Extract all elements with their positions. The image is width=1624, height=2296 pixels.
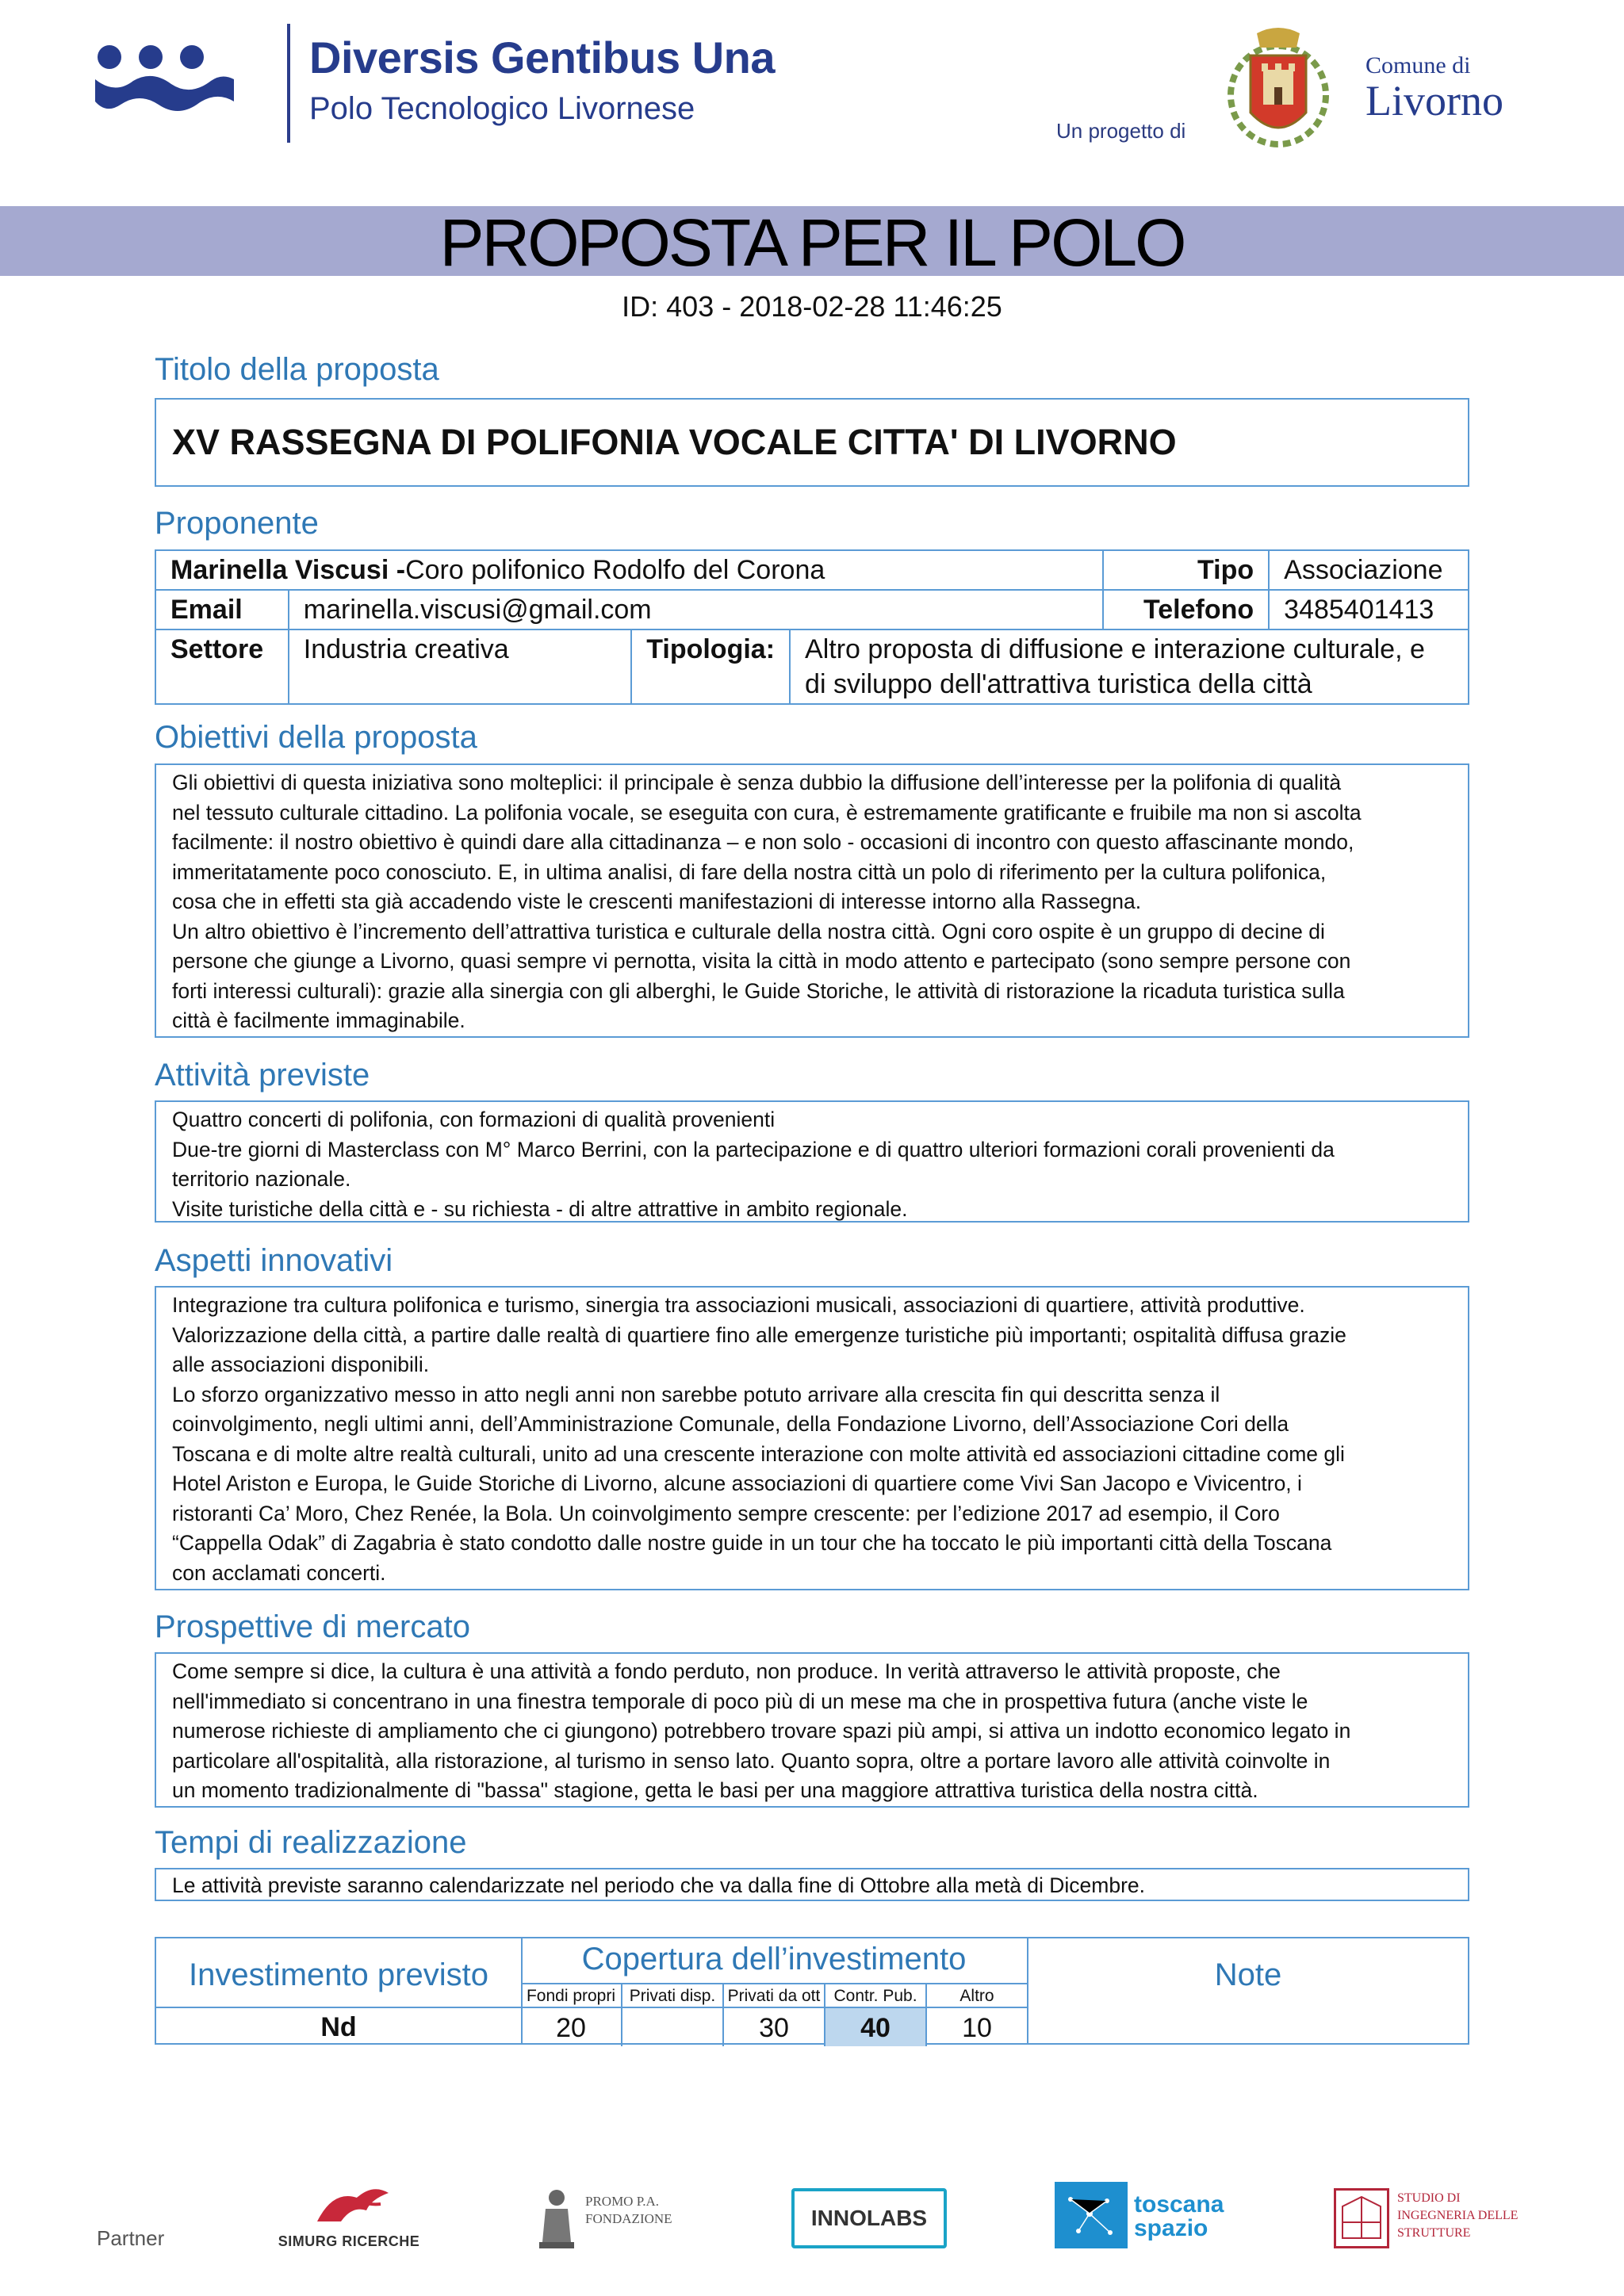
dgu-logo-mark (95, 40, 234, 127)
tipo-label: Tipo (1103, 550, 1269, 590)
simurg-bird-icon (270, 2182, 428, 2229)
copertura-cell (521, 1937, 1028, 2045)
prospettive-box (155, 1652, 1469, 1808)
partner-label: Partner (97, 2226, 165, 2250)
proponente-name-cell (155, 550, 1103, 590)
settore-value: Industria creativa (289, 629, 631, 704)
section-aspetti: Aspetti innovativi (155, 1243, 393, 1278)
logo-title: Diversis Gentibus Una (309, 33, 776, 82)
privati-disp-value (622, 2007, 724, 2046)
text-line: immeritatamente poco conosciuto. E, in ultima analisi, di fare della nostra città un polo di riferimento per la cultura polifonica, (172, 859, 1327, 884)
proponente-table (155, 549, 1469, 705)
investimento-label: Investimento previsto (189, 1957, 488, 1992)
grid-icon (1336, 2191, 1387, 2246)
section-titolo: Titolo della proposta (155, 352, 439, 387)
text-line: nell'immediato si concentrano in una finestra temporale di poco più di un mese ma che in prospettiva futura (anche viste le (172, 1689, 1308, 1713)
note-cell (1027, 1937, 1469, 2045)
text-line: “Cappella Odak” di Zagabria è stato condotto dalle nostre guide in un tour che ha toccato le più importanti città della Toscana (172, 1531, 1332, 1555)
text-line: facilmente: il nostro obiettivo è quindi dare alla cittadinanza – e non solo - occasioni di incontro con questo affascinante mondo, (172, 830, 1354, 854)
partner-innolabs-logo (791, 2188, 947, 2248)
logo-separator (287, 24, 290, 143)
text-line: alle associazioni disponibili. (172, 1353, 430, 1376)
tipologia-label: Tipologia: (631, 629, 790, 704)
privati-da-ott-value: 30 (724, 2007, 825, 2046)
text-line: Hotel Ariston e Europa, le Guide Storiche di Livorno, alcune associazioni di quartiere come Vivi San Jacopo e Vivicentro, i (172, 1471, 1302, 1495)
investimento-cell (155, 1937, 523, 2045)
text-line: Integrazione tra cultura polifonica e turismo, sinergia tra associazioni musicali, associazioni di quartiere, attività produttive. (172, 1293, 1305, 1317)
building-icon (1334, 2188, 1389, 2248)
text-line: coinvolgimento, negli ultimi anni, dell’Amministrazione Comunale, della Fondazione Livorno, dell’Associazione Cori della (172, 1412, 1289, 1436)
logo-subtitle: Polo Tecnologico Livornese (309, 91, 695, 126)
text-line: forti interessi culturali): grazie alla sinergia con gli alberghi, le Guide Storiche, le attività di ristorazione la ricaduta turistica sulla (172, 978, 1345, 1003)
text-line: Un altro obiettivo è l’incremento dell’attrattiva turistica e culturale della nostra città. Ogni coro ospite è un gruppo di decine di (172, 919, 1325, 943)
partner-studio-logo (1334, 2185, 1532, 2253)
text-line: numerose richieste di ampliamento che ci giungono) potrebbero trovare spazi più ampi, si attiva un indotto economico legato in (172, 1719, 1351, 1743)
partner-name: INNOLABS (810, 2206, 928, 2230)
copertura-label: Copertura dell’investimento (581, 1942, 967, 1976)
column-header: Privati da ott (724, 1983, 825, 2007)
email-value: marinella.viscusi@gmail.com (289, 590, 1103, 629)
proponente-name: Marinella Viscusi - (170, 555, 406, 585)
text-line: Valorizzazione della città, a partire dalle realtà di quartiere fino alle emergenze turistiche più importanti; ospitalità diffusa grazie (172, 1322, 1346, 1347)
section-prospettive: Prospettive di mercato (155, 1609, 470, 1644)
section-tempi: Tempi di realizzazione (155, 1825, 467, 1860)
text-line: territorio nazionale. (172, 1167, 351, 1191)
investimento-value: Nd (156, 2007, 521, 2046)
section-attivita: Attività previste (155, 1058, 370, 1093)
proposal-id: ID: 403 - 2018-02-28 11:46:25 (622, 290, 1002, 323)
aspetti-box (155, 1286, 1469, 1590)
text-line: Quattro concerti di polifonia, con formazioni di qualità provenienti (172, 1108, 776, 1131)
text-line: ristoranti Ca’ Moro, Chez Renée, la Bola. Un coinvolgimento sempre crescente: per l’edizione 2017 ad esempio, il Coro (172, 1501, 1280, 1525)
partner-name: SIMURG RICERCHE (278, 2233, 420, 2249)
text-line: un momento tradizionalmente di "bassa" stagione, getta le basi per una maggiore attrattiva turistica della nostra città. (172, 1778, 1258, 1802)
column-header: Privati disp. (622, 1983, 724, 2007)
progetto-label: Un progetto di (1056, 119, 1186, 143)
text-line: Due-tre giorni di Masterclass con M° Marco Berrini, con la partecipazione e di quattro ulteriori formazioni corali provenienti da (172, 1137, 1335, 1161)
proponente-organization: Coro polifonico Rodolfo del Corona (405, 555, 825, 585)
section-obiettivi: Obiettivi della proposta (155, 720, 477, 755)
email-label: Email (155, 590, 289, 629)
obiettivi-box (155, 763, 1469, 1038)
partner-promopa-logo (533, 2187, 699, 2250)
partner-name: STUDIO DI INGEGNERIA DELLE STRUTTURE (1397, 2191, 1519, 2240)
partner-toscanaspazio-logo (1055, 2182, 1261, 2253)
text-line: Gli obiettivi di questa iniziativa sono molteplici: il principale è senza dubbio la diffusione dell’interesse per la polifonia di qualità (172, 771, 1342, 794)
tipologia-value (790, 629, 1469, 704)
page-title: PROPOSTA PER IL POLO (439, 205, 1185, 280)
text-line: Toscana e di molte altre realtà culturali, unito ad una crescente interazione con molte attività ed associazioni cittadine come gli (172, 1441, 1345, 1466)
tipologia-line: Altro proposta di diffusione e interazione culturale, e (805, 634, 1425, 664)
section-proponente: Proponente (155, 506, 319, 541)
telefono-value: 3485401413 (1269, 590, 1469, 629)
text-line: città è facilmente immaginabile. (172, 1008, 465, 1032)
column-header: Contr. Pub. (825, 1983, 927, 2007)
livorno-crest-icon (1225, 24, 1332, 151)
text-line: Come sempre si dice, la cultura è una attività a fondo perduto, non produce. In verità attraverso le attività proposte, che (172, 1659, 1281, 1683)
tipologia-line: di sviluppo dell'attrattiva turistica della città (805, 669, 1312, 699)
fondi-propri-value: 20 (521, 2007, 622, 2046)
proposal-title-box (155, 398, 1469, 487)
stars-square-icon (1055, 2182, 1128, 2248)
tipo-value: Associazione (1269, 550, 1469, 590)
text-line: Lo sforzo organizzativo messo in atto negli anni non sarebbe potuto arrivare alla crescita fin qui descritta senza il (172, 1382, 1220, 1406)
column-header: Altro (927, 1983, 1027, 2007)
text-line: persone che giunge a Livorno, quasi sempre vi pernotta, visita la città in modo attento e partecipato (sono sempre persone con (172, 949, 1351, 973)
investment-table (155, 1937, 1469, 2045)
column-header: Fondi propri (521, 1983, 622, 2007)
text-line: nel tessuto culturale cittadino. La polifonia vocale, se eseguita con cura, è estremamente gratificante e fruibile ma non si ascolta (172, 800, 1362, 825)
partner-name: PROMO P.A. FONDAZIONE (585, 2194, 672, 2226)
tempi-box (155, 1868, 1469, 1901)
statue-icon (533, 2187, 580, 2248)
note-label: Note (1214, 1957, 1282, 1992)
partner-simurg-logo (270, 2182, 428, 2253)
contr-pub-value: 40 (825, 2007, 927, 2046)
comune-line2: Livorno (1365, 77, 1503, 124)
attivita-box (155, 1100, 1469, 1223)
text-line: Le attività previste saranno calendarizzate nel periodo che va dalla fine di Ottobre alla metà di Dicembre. (172, 1873, 1146, 1897)
proposal-title: XV RASSEGNA DI POLIFONIA VOCALE CITTA' DI LIVORNO (172, 422, 1177, 462)
stars-icon (1055, 2182, 1128, 2248)
text-line: Visite turistiche della città e - su richiesta - di altre attrattive in ambito regionale. (172, 1196, 908, 1221)
telefono-label: Telefono (1103, 590, 1269, 629)
comune-line1: Comune di (1365, 52, 1471, 78)
text-line: con acclamati concerti. (172, 1560, 386, 1585)
settore-label: Settore (155, 629, 289, 704)
text-line: particolare all'ospitalità, alla ristorazione, al turismo in senso lato. Quanto sopra, oltre a portare lavoro alle attività coinvolte in (172, 1748, 1331, 1773)
partner-name: toscana spazio (1134, 2191, 1224, 2241)
text-line: cosa che in effetti sta già accadendo viste le crescenti manifestazioni di interesse intorno alla Rassegna. (172, 890, 1142, 913)
altro-value: 10 (927, 2007, 1027, 2046)
